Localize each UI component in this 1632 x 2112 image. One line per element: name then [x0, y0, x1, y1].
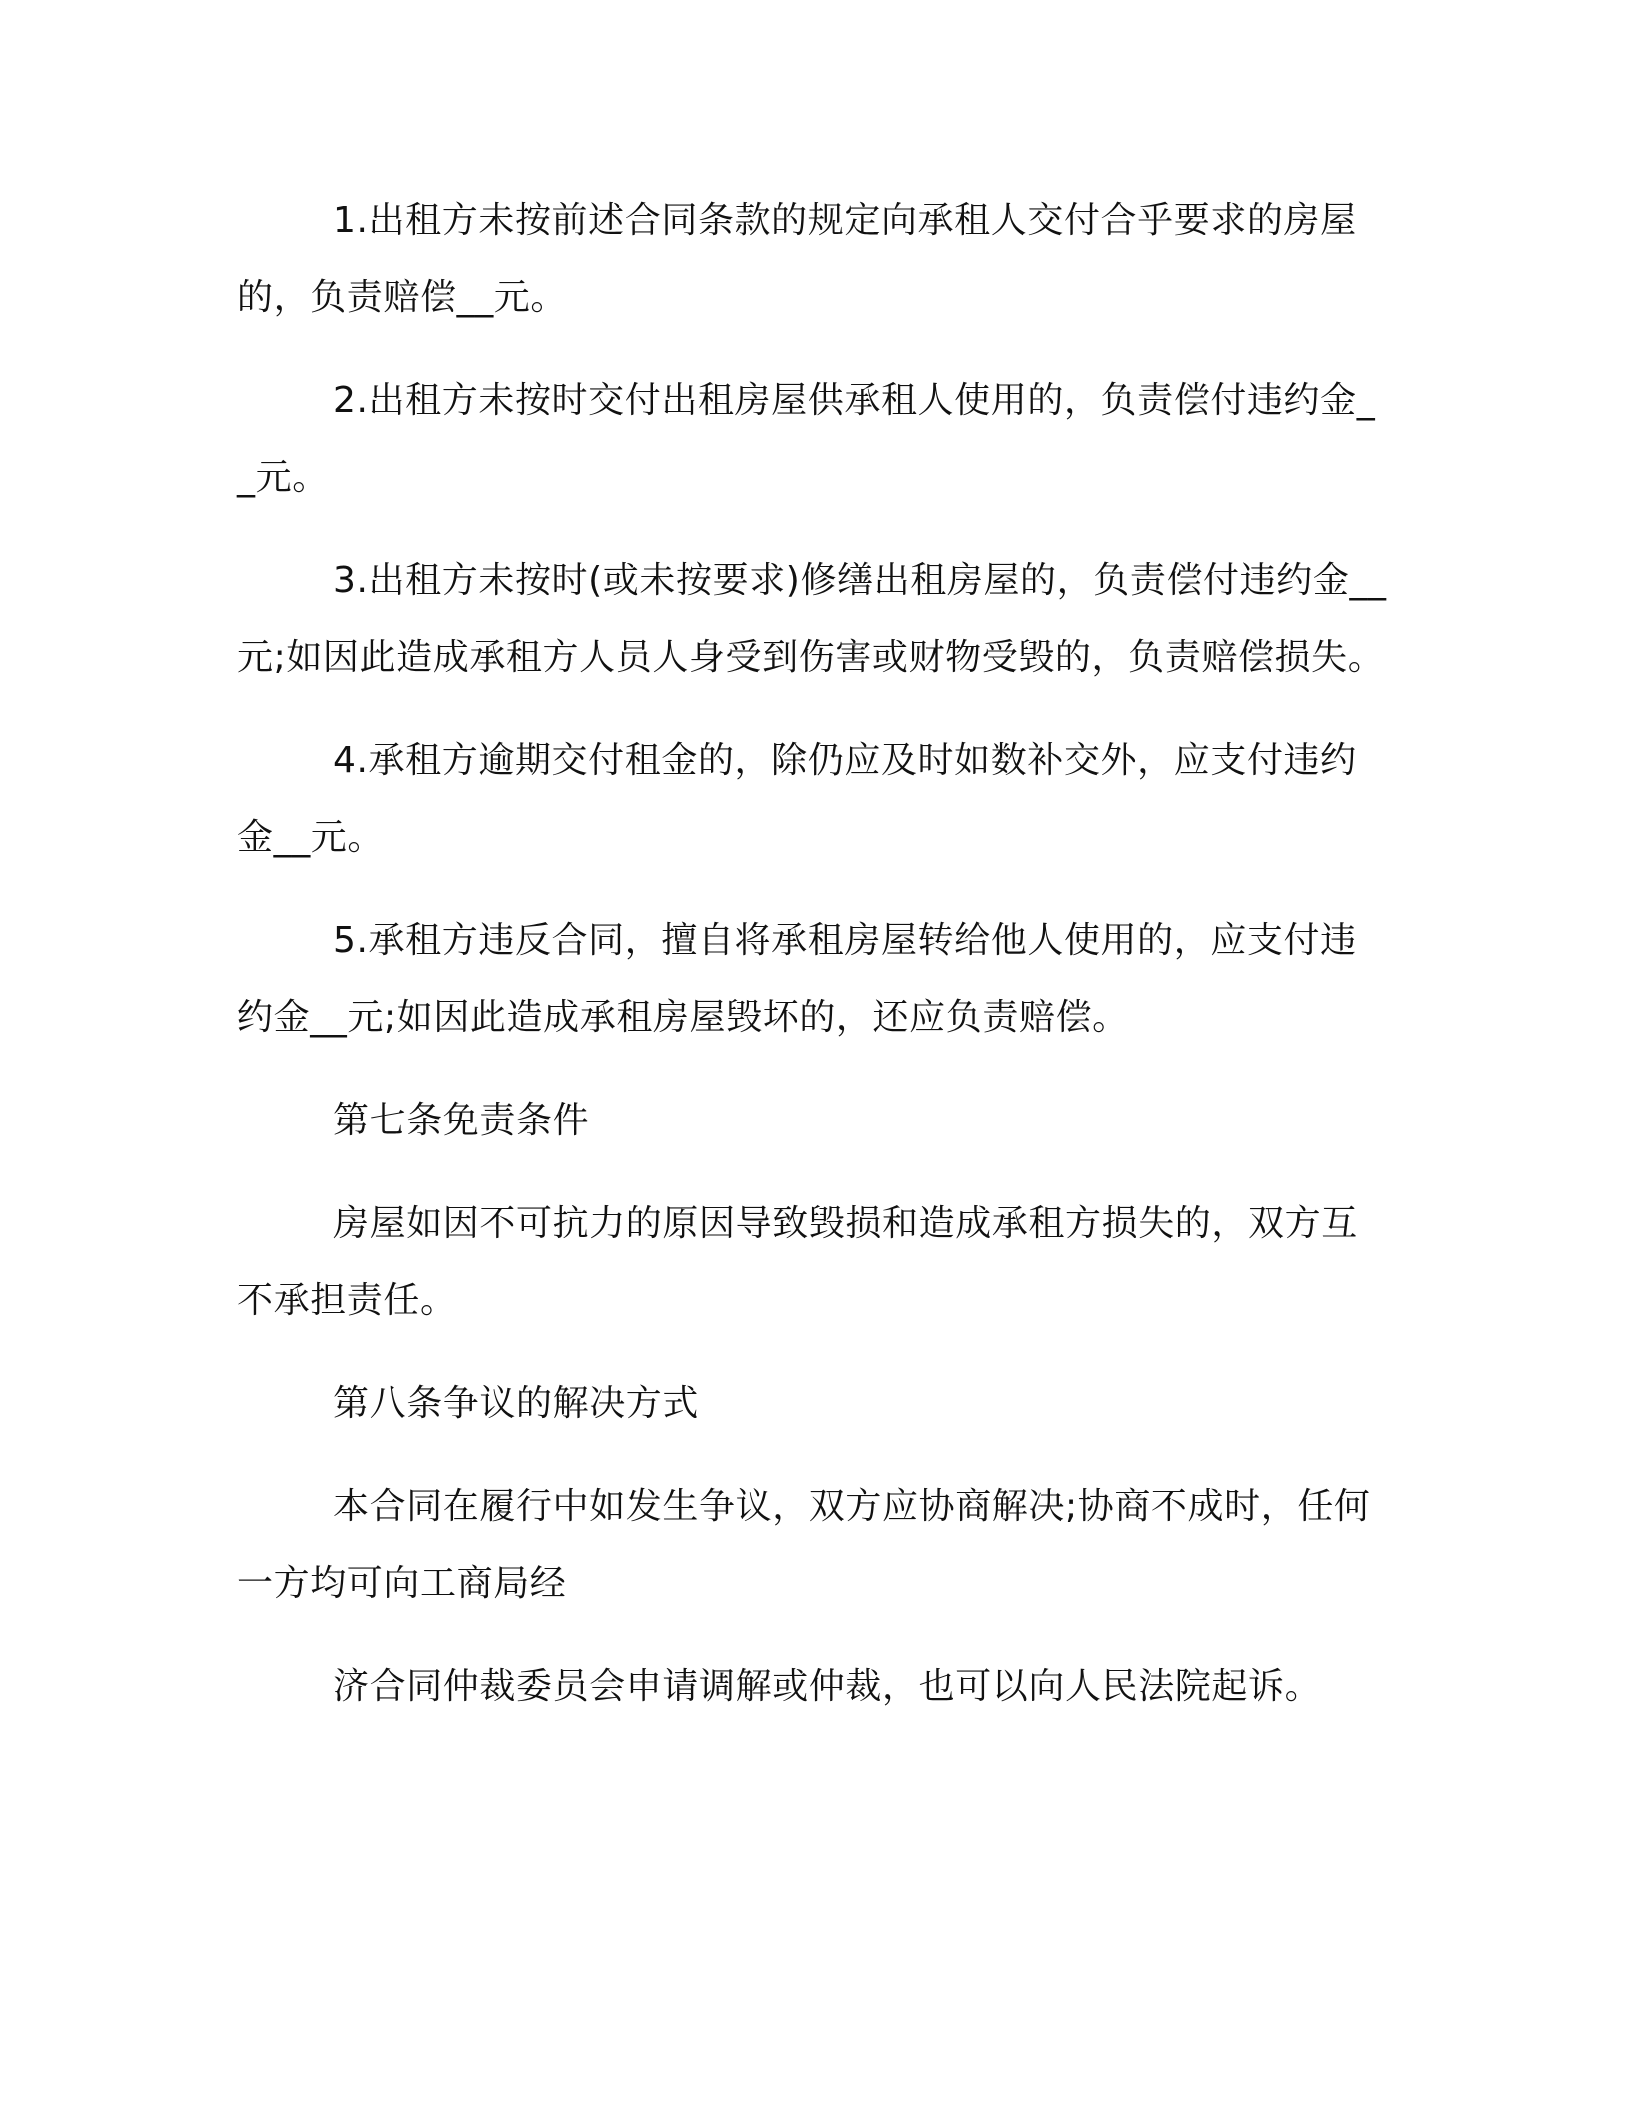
article-8-body-1: 本合同在履行中如发生争议，双方应协商解决;协商不成时，任何一方均可向工商局经: [237, 1486, 1371, 1604]
clause-paragraph-5: 5.承租方违反合同，擅自将承租房屋转给他人使用的，应支付违约金__元;如因此造成承租房屋毁坏的，还应负责赔偿。: [237, 920, 1357, 1038]
article-8-body-2: 济合同仲裁委员会申请调解或仲裁，也可以向人民法院起诉。: [333, 1666, 1322, 1707]
clause-paragraph-1: 1.出租方未按前述合同条款的规定向承租人交付合乎要求的房屋的，负责赔偿__元。: [237, 200, 1357, 318]
clause-paragraph-3: 3.出租方未按时(或未按要求)修缮出租房屋的，负责偿付违约金__元;如因此造成承租方人员人身受到伤害或财物受毁的，负责赔偿损失。: [237, 560, 1387, 678]
article-8-heading: 第八条争议的解决方式: [333, 1383, 700, 1424]
article-7-heading: 第七条免责条件: [333, 1100, 590, 1141]
clause-paragraph-2: 2.出租方未按时交付出租房屋供承租人使用的，负责偿付违约金__元。: [237, 380, 1376, 498]
clause-paragraph-4: 4.承租方逾期交付租金的，除仍应及时如数补交外，应支付违约金__元。: [237, 740, 1357, 858]
document-body: [237, 182, 1387, 1751]
article-7-body: 房屋如因不可抗力的原因导致毁损和造成承租方损失的，双方互不承担责任。: [237, 1203, 1358, 1321]
